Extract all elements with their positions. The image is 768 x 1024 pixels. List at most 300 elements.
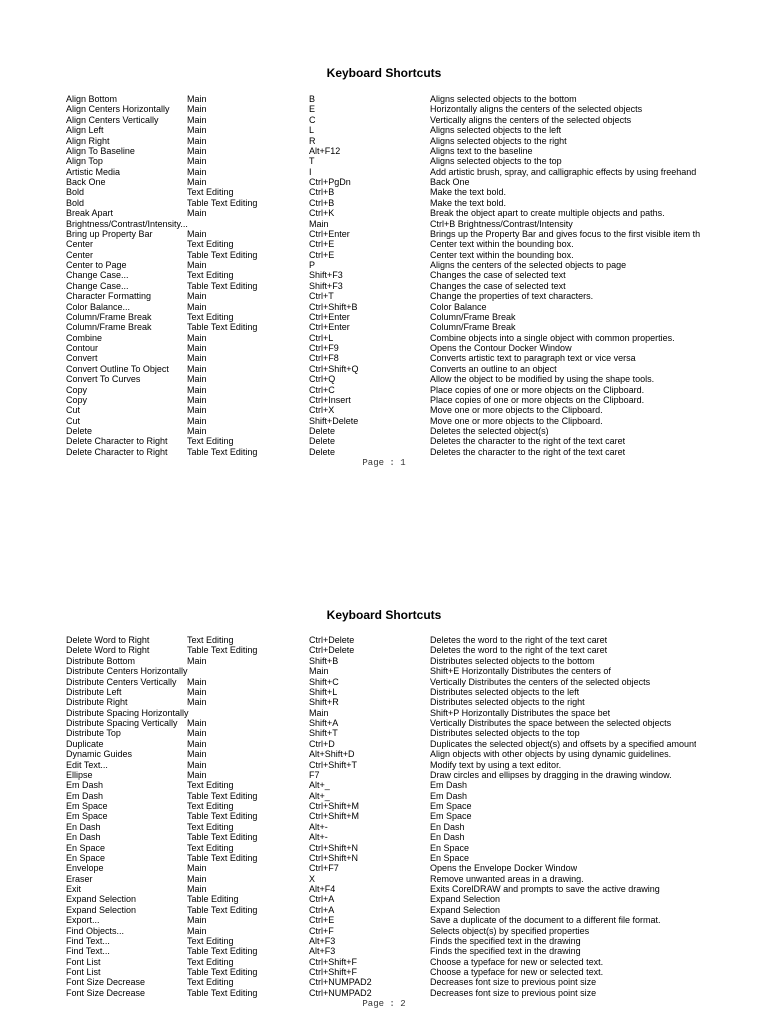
command-name: Bring up Property Bar: [66, 228, 153, 239]
table-row: [0, 946, 768, 956]
command-name: Duplicate: [66, 738, 104, 749]
table-row: [0, 894, 768, 904]
table-row: [0, 125, 768, 135]
command-table: Table Text Editing: [187, 946, 258, 957]
command-description: Combine objects into a single object with common properties.: [430, 332, 675, 343]
command-description: Center text within the bounding box.: [430, 249, 574, 260]
command-table: Table Text Editing: [187, 967, 258, 977]
command-description: Em Dash: [430, 780, 468, 791]
table-row: [0, 687, 768, 697]
command-table: Text Editing: [187, 239, 234, 250]
shortcut-keys: Ctrl+F: [309, 925, 334, 936]
shortcut-keys: L: [309, 125, 315, 136]
command-name: En Dash: [66, 832, 101, 843]
command-table: Main: [187, 925, 207, 936]
command-table: Main: [187, 759, 207, 770]
command-description: Aligns selected objects to the left: [430, 125, 562, 136]
command-description: Choose a typeface for new or selected text.: [430, 967, 604, 977]
shortcut-keys: Shift+Delete: [309, 415, 359, 426]
command-description: Allow the object to be modified by using the shape tools.: [430, 374, 655, 385]
command-table: Main: [187, 394, 207, 405]
command-name: Center: [66, 249, 94, 260]
command-description: Decreases font size to previous point size: [430, 987, 597, 998]
command-description: Deletes the selected object(s): [430, 426, 549, 436]
command-name: Eraser: [66, 873, 93, 884]
table-row: [0, 791, 768, 801]
table-row: [0, 219, 768, 229]
table-row: [0, 229, 768, 239]
command-description: Em Space: [430, 811, 472, 822]
shortcut-keys: Shift+T: [309, 728, 338, 739]
command-table: Main: [187, 291, 207, 302]
command-table: Main: [187, 177, 207, 187]
command-table: Table Text Editing: [187, 249, 258, 260]
command-description: Color Balance: [430, 301, 487, 312]
shortcut-keys: Ctrl+B: [309, 197, 335, 208]
shortcut-keys: Ctrl+F7: [309, 863, 339, 874]
command-description: Make the text bold.: [430, 197, 507, 208]
shortcut-keys: R: [309, 135, 316, 146]
command-name: Convert Outline To Object: [66, 363, 169, 374]
command-table: Table Text Editing: [187, 832, 258, 843]
command-description: Back One: [430, 177, 470, 187]
command-name: Change Case...: [66, 280, 129, 291]
table-row: [0, 156, 768, 166]
command-description: Distributes selected objects to the top: [430, 728, 580, 739]
shortcut-keys: Main: [309, 707, 329, 718]
table-row: [0, 645, 768, 655]
command-description: Finds the specified text in the drawing: [430, 946, 581, 957]
table-row: [0, 988, 768, 998]
command-name: Align Centers Vertically: [66, 114, 159, 125]
shortcut-keys: Ctrl+PgDn: [309, 177, 351, 187]
command-name: Delete Word to Right: [66, 645, 150, 656]
command-description: Ctrl+B Brightness/Contrast/Intensity: [430, 218, 573, 229]
table-row: [0, 364, 768, 374]
command-description: Converts an outline to an object: [430, 363, 557, 374]
command-name: Expand Selection: [66, 894, 137, 905]
command-name: Center to Page: [66, 260, 127, 270]
command-description: Modify text by using a text editor.: [430, 759, 562, 770]
command-name: Bold: [66, 197, 85, 208]
command-name: En Dash: [66, 821, 101, 832]
table-row: [0, 187, 768, 197]
table-row: [0, 302, 768, 312]
shortcut-keys: Alt+_: [309, 780, 330, 791]
table-row: [0, 198, 768, 208]
command-description: Place copies of one or more objects on the Clipboard.: [430, 394, 645, 405]
shortcut-keys: Main: [309, 666, 329, 677]
shortcut-keys: Ctrl+F9: [309, 343, 339, 353]
command-description: Converts artistic text to paragraph text or vice versa: [430, 353, 636, 364]
command-table: Table Text Editing: [187, 197, 258, 208]
shortcut-keys: Ctrl+NUMPAD2: [309, 987, 372, 998]
command-table: Main: [187, 718, 207, 728]
table-row: [0, 666, 768, 676]
table-row: [0, 811, 768, 821]
command-name: Distribute Top: [66, 728, 121, 739]
command-name: Convert: [66, 353, 98, 364]
command-table: Table Text Editing: [187, 811, 258, 822]
table-row: [0, 374, 768, 384]
table-row: [0, 322, 768, 332]
table-row: [0, 426, 768, 436]
command-description: Vertically Distributes the centers of the selected objects: [430, 676, 651, 687]
command-name: Distribute Spacing Horizontally: [66, 707, 189, 718]
command-name: Exit: [66, 884, 82, 894]
command-table: Text Editing: [187, 821, 234, 832]
command-table: Main: [187, 125, 207, 136]
command-name: Export...: [66, 915, 100, 926]
command-description: Em Dash: [430, 790, 468, 801]
shortcut-keys: Alt+F3: [309, 935, 336, 946]
shortcut-keys: Ctrl+L: [309, 332, 334, 343]
command-description: Place copies of one or more objects on the Clipboard.: [430, 384, 645, 395]
command-name: Distribute Bottom: [66, 655, 136, 666]
command-table: Table Editing: [187, 894, 239, 905]
command-description: Center text within the bounding box.: [430, 239, 574, 250]
table-row: [0, 853, 768, 863]
command-name: Copy: [66, 394, 88, 405]
table-row: [0, 977, 768, 987]
command-name: Font Size Decrease: [66, 977, 146, 988]
command-name: Em Dash: [66, 790, 104, 801]
command-table: Table Text Editing: [187, 987, 258, 998]
command-name: Font List: [66, 956, 101, 967]
command-table: Main: [187, 749, 207, 760]
command-table: Main: [187, 915, 207, 926]
table-row: [0, 926, 768, 936]
command-table: Main: [187, 769, 207, 780]
command-description: Expand Selection: [430, 894, 501, 905]
command-name: Find Text...: [66, 935, 110, 946]
command-table: Main: [187, 863, 207, 874]
table-row: [0, 728, 768, 738]
table-row: [0, 739, 768, 749]
command-description: Deletes the character to the right of the text caret: [430, 436, 626, 447]
table-row: [0, 343, 768, 353]
command-table: Text Editing: [187, 780, 234, 791]
command-description: Change the properties of text characters.: [430, 291, 594, 302]
command-description: Deletes the character to the right of the text caret: [430, 446, 626, 457]
table-row: [0, 760, 768, 770]
shortcut-keys: Shift+F3: [309, 270, 343, 281]
command-table: Main: [187, 374, 207, 385]
command-table: Text Editing: [187, 311, 234, 322]
command-description: Choose a typeface for new or selected text.: [430, 956, 604, 967]
table-row: [0, 104, 768, 114]
table-row: [0, 770, 768, 780]
command-description: Distributes selected objects to the bottom: [430, 655, 595, 666]
shortcut-keys: Shift+C: [309, 676, 339, 687]
table-row: [0, 801, 768, 811]
command-name: Color Balance...: [66, 301, 131, 312]
command-description: Remove unwanted areas in a drawing.: [430, 873, 584, 884]
command-table: Main: [187, 415, 207, 426]
command-description: Opens the Contour Docker Window: [430, 343, 572, 353]
table-row: [0, 749, 768, 759]
command-description: Aligns text to the baseline: [430, 145, 533, 156]
command-description: Aligns selected objects to the bottom: [430, 94, 577, 104]
shortcut-table: [0, 94, 768, 457]
command-table: Main: [187, 332, 207, 343]
shortcut-keys: Ctrl+Shift+F: [309, 956, 358, 967]
command-name: Cut: [66, 405, 81, 416]
table-row: [0, 333, 768, 343]
command-description: Changes the case of selected text: [430, 270, 566, 281]
command-name: Cut: [66, 415, 81, 426]
command-table: Text Editing: [187, 935, 234, 946]
command-name: Delete Character to Right: [66, 436, 168, 447]
shortcut-keys: Ctrl+Enter: [309, 311, 350, 322]
table-row: [0, 915, 768, 925]
shortcut-keys: Ctrl+Enter: [309, 228, 350, 239]
command-description: Vertically Distributes the space between the selected objects: [430, 718, 672, 728]
shortcut-keys: C: [309, 114, 316, 125]
command-table: Main: [187, 145, 207, 156]
command-name: Delete: [66, 426, 93, 436]
command-name: Envelope: [66, 863, 104, 874]
command-description: Move one or more objects to the Clipboard.: [430, 405, 603, 416]
command-description: Deletes the word to the right of the text caret: [430, 635, 608, 645]
command-name: Distribute Right: [66, 697, 128, 708]
command-name: Artistic Media: [66, 166, 121, 177]
command-table: Main: [187, 363, 207, 374]
shortcut-keys: P: [309, 260, 316, 270]
table-row: [0, 115, 768, 125]
command-table: Main: [187, 343, 207, 353]
shortcut-keys: Ctrl+Delete: [309, 645, 355, 656]
command-name: Align Left: [66, 125, 104, 136]
shortcut-keys: Ctrl+Enter: [309, 322, 350, 333]
table-row: [0, 270, 768, 280]
command-name: Align Right: [66, 135, 110, 146]
shortcut-keys: Ctrl+B: [309, 187, 335, 198]
table-row: [0, 405, 768, 415]
command-name: Align To Baseline: [66, 145, 135, 156]
table-row: [0, 281, 768, 291]
shortcut-keys: Ctrl+C: [309, 384, 335, 395]
command-name: Delete Word to Right: [66, 635, 150, 645]
shortcut-keys: E: [309, 104, 316, 115]
command-description: Draw circles and ellipses by dragging in the drawing window.: [430, 769, 672, 780]
command-name: Dynamic Guides: [66, 749, 133, 760]
command-table: Main: [187, 114, 207, 125]
table-row: [0, 395, 768, 405]
command-table: Table Text Editing: [187, 446, 258, 457]
command-description: Make the text bold.: [430, 187, 507, 198]
shortcut-keys: Ctrl+E: [309, 239, 335, 250]
command-description: Aligns the centers of the selected objects to page: [430, 260, 627, 270]
command-name: En Space: [66, 842, 106, 853]
command-description: Brings up the Property Bar and gives focus to the first visible item th: [430, 228, 701, 239]
command-name: Center: [66, 239, 94, 250]
command-name: Convert To Curves: [66, 374, 141, 385]
command-table: Main: [187, 384, 207, 395]
shortcut-keys: Delete: [309, 446, 336, 457]
command-table: Text Editing: [187, 635, 234, 645]
shortcut-keys: Ctrl+Insert: [309, 394, 351, 405]
command-name: Change Case...: [66, 270, 129, 281]
shortcut-keys: Shift+L: [309, 686, 338, 697]
table-row: [0, 250, 768, 260]
table-row: [0, 967, 768, 977]
command-table: Main: [187, 260, 207, 270]
command-name: Character Formatting: [66, 291, 152, 302]
shortcut-keys: Ctrl+A: [309, 894, 335, 905]
command-table: Main: [187, 697, 207, 708]
shortcut-keys: Ctrl+Shift+M: [309, 801, 360, 811]
table-row: [0, 291, 768, 301]
shortcut-keys: Ctrl+Shift+N: [309, 842, 359, 853]
command-description: Add artistic brush, spray, and calligraphic effects by using freehand: [430, 166, 697, 177]
command-name: Combine: [66, 332, 103, 343]
table-row: [0, 167, 768, 177]
command-table: Main: [187, 94, 207, 104]
table-row: [0, 312, 768, 322]
shortcut-keys: Ctrl+Shift+F: [309, 967, 358, 977]
command-name: Break Apart: [66, 208, 114, 219]
command-name: Align Centers Horizontally: [66, 104, 170, 115]
table-row: [0, 718, 768, 728]
command-name: Align Top: [66, 156, 103, 167]
command-name: Font List: [66, 967, 101, 977]
command-description: Finds the specified text in the drawing: [430, 935, 581, 946]
command-table: Main: [187, 301, 207, 312]
command-name: Bold: [66, 187, 85, 198]
command-description: Distributes selected objects to the right: [430, 697, 585, 708]
shortcut-keys: Ctrl+E: [309, 915, 335, 926]
table-row: [0, 635, 768, 645]
shortcut-keys: T: [309, 156, 315, 167]
table-row: [0, 177, 768, 187]
command-table: Text Editing: [187, 977, 234, 988]
table-row: [0, 905, 768, 915]
command-description: Deletes the word to the right of the text caret: [430, 645, 608, 656]
command-table: Text Editing: [187, 270, 234, 281]
shortcut-keys: X: [309, 873, 316, 884]
command-name: En Space: [66, 852, 106, 863]
command-name: Find Text...: [66, 946, 110, 957]
shortcut-keys: Alt+F4: [309, 884, 336, 894]
command-table: Main: [187, 873, 207, 884]
command-description: En Dash: [430, 832, 465, 843]
table-row: [0, 863, 768, 873]
command-name: Back One: [66, 177, 106, 187]
table-row: [0, 780, 768, 790]
command-name: Column/Frame Break: [66, 311, 152, 322]
shortcut-keys: Ctrl+Shift+Q: [309, 363, 359, 374]
table-row: [0, 208, 768, 218]
command-name: Distribute Left: [66, 686, 122, 697]
command-description: Selects object(s) by specified properties: [430, 925, 590, 936]
command-table: Main: [187, 405, 207, 416]
shortcut-keys: B: [309, 94, 316, 104]
shortcut-keys: Shift+R: [309, 697, 339, 708]
command-description: Aligns selected objects to the top: [430, 156, 562, 167]
table-row: [0, 697, 768, 707]
table-row: [0, 260, 768, 270]
command-table: Main: [187, 166, 207, 177]
table-row: [0, 94, 768, 104]
command-name: Contour: [66, 343, 99, 353]
table-row: [0, 436, 768, 446]
shortcut-keys: Ctrl+T: [309, 291, 334, 302]
shortcut-keys: F7: [309, 769, 320, 780]
shortcut-keys: Ctrl+Shift+B: [309, 301, 358, 312]
command-table: Table Text Editing: [187, 280, 258, 291]
command-table: Main: [187, 655, 207, 666]
command-description: Expand Selection: [430, 904, 501, 915]
table-row: [0, 843, 768, 853]
command-table: Main: [187, 738, 207, 749]
command-table: Table Text Editing: [187, 322, 258, 333]
page-title: Keyboard Shortcuts: [326, 608, 442, 622]
command-description: En Dash: [430, 821, 465, 832]
shortcut-keys: Ctrl+Shift+T: [309, 759, 358, 770]
command-table: Main: [187, 353, 207, 364]
shortcut-keys: Ctrl+F8: [309, 353, 339, 364]
shortcut-keys: Shift+F3: [309, 280, 343, 291]
shortcut-keys: Shift+A: [309, 718, 339, 728]
shortcut-keys: Ctrl+K: [309, 208, 335, 219]
command-name: Delete Character to Right: [66, 446, 168, 457]
shortcut-keys: Alt+Shift+D: [309, 749, 355, 760]
table-row: [0, 146, 768, 156]
command-name: Copy: [66, 384, 88, 395]
command-description: Opens the Envelope Docker Window: [430, 863, 578, 874]
command-table: Main: [187, 676, 207, 687]
command-table: Main: [187, 104, 207, 115]
shortcut-keys: Alt+-: [309, 832, 328, 843]
table-row: [0, 677, 768, 687]
command-name: Find Objects...: [66, 925, 125, 936]
page-number: Page : 1: [362, 458, 406, 468]
command-table: Text Editing: [187, 956, 234, 967]
table-row: [0, 957, 768, 967]
table-row: [0, 656, 768, 666]
shortcut-keys: Ctrl+Shift+M: [309, 811, 360, 822]
command-description: Distributes selected objects to the left: [430, 686, 580, 697]
command-description: Aligns selected objects to the right: [430, 135, 567, 146]
command-description: En Space: [430, 852, 470, 863]
table-row: [0, 136, 768, 146]
command-description: En Space: [430, 842, 470, 853]
shortcut-keys: Ctrl+Shift+N: [309, 852, 359, 863]
command-description: Changes the case of selected text: [430, 280, 566, 291]
page-title: Keyboard Shortcuts: [326, 66, 442, 80]
page-number: Page : 2: [362, 999, 406, 1009]
command-description: Break the object apart to create multiple objects and paths.: [430, 208, 665, 219]
command-name: Distribute Centers Horizontally: [66, 666, 188, 677]
command-description: Horizontally aligns the centers of the selected objects: [430, 104, 643, 115]
command-name: Distribute Spacing Vertically: [66, 718, 178, 728]
command-description: Align objects with other objects by using dynamic guidelines.: [430, 749, 672, 760]
shortcut-keys: Ctrl+D: [309, 738, 335, 749]
command-table: Main: [187, 884, 207, 894]
shortcut-keys: Ctrl+NUMPAD2: [309, 977, 372, 988]
table-row: [0, 353, 768, 363]
shortcut-keys: Alt+F12: [309, 145, 341, 156]
command-table: Table Text Editing: [187, 790, 258, 801]
command-name: Column/Frame Break: [66, 322, 152, 333]
shortcut-keys: Delete: [309, 426, 336, 436]
shortcut-keys: Alt+-: [309, 821, 328, 832]
command-table: Table Text Editing: [187, 904, 258, 915]
command-table: Text Editing: [187, 436, 234, 447]
command-description: Exits CorelDRAW and prompts to save the active drawing: [430, 884, 660, 894]
shortcut-keys: Delete: [309, 436, 336, 447]
